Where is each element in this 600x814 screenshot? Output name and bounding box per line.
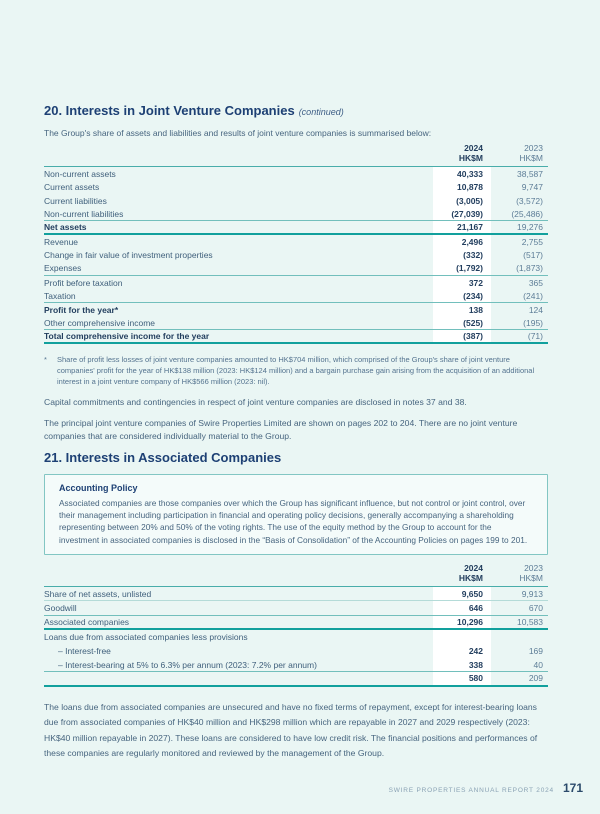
principal-jv-paragraph: The principal joint venture companies of Swire Properties Limited are shown on pages 202 to 204. There are no joint venture companies that are considered individually material to the Group.	[44, 417, 518, 441]
table-row	[44, 644, 548, 658]
section-20-heading	[44, 103, 550, 120]
value-2023: (517)	[523, 250, 543, 261]
value-2023: (241)	[523, 290, 543, 301]
loans-paragraph: The loans due from associated companies are unsecured and have no fixed terms of repayment, except for interest-bearing loans due from associated companies of HK$40 million and HK$298 million which are repayable in 2027 and 2029 respectively (2023: HK$40 million repayable in 2027). These loans are considered to have low credit risk. The financial positions and performances of these companies are regularly monitored and reviewed by the management of the Group.	[44, 701, 538, 759]
footnote	[44, 354, 544, 388]
footnote-marker: *	[44, 354, 47, 364]
value-2023: 9,913	[521, 588, 543, 599]
table-row	[44, 235, 548, 249]
table-row	[44, 317, 548, 331]
value-2023: 10,583	[517, 616, 543, 627]
footnote-text: Share of profit less losses of joint venture companies amounted to HK$704 million, which comprised of the Group's share of joint venture companies' profit for the year of HK$138 million (2023: HK$124 million) and a bargain purchase gain arising from the acquisition of an additional interest in a joint venture company of HK$566 million (2023: nil).	[57, 354, 535, 387]
row-label: Share of net assets, unlisted	[44, 588, 152, 599]
value-2023: 38,587	[517, 168, 543, 179]
value-2024: (387)	[433, 330, 491, 342]
value-2024: (234)	[433, 289, 491, 302]
table-row	[44, 167, 548, 181]
value-2024: 10,296	[433, 616, 491, 628]
row-label: Goodwill	[44, 603, 77, 614]
value-2024: (525)	[433, 317, 491, 330]
table-row	[44, 208, 548, 222]
joint-venture-table	[44, 143, 548, 344]
row-label: – Interest-bearing at 5% to 6.3% per annum (2023: 7.2% per annum)	[58, 659, 317, 670]
value-2023: 9,747	[521, 182, 543, 193]
row-label: Current assets	[44, 182, 100, 193]
column-header-2024: 2024 HK$M	[458, 143, 483, 163]
table-row-total-comprehensive-income	[44, 330, 548, 344]
table-header-row	[44, 143, 548, 167]
value-2024: 372	[433, 276, 491, 290]
page-number: 171	[562, 781, 583, 795]
value-2024: 40,333	[433, 167, 491, 181]
section-21-heading: 21. Interests in Associated Companies	[44, 449, 282, 465]
table-row-loans-total	[44, 672, 548, 686]
table-row-associated-companies	[44, 616, 548, 630]
value-2024: (27,039)	[433, 208, 491, 221]
value-2023: (25,486)	[511, 209, 543, 220]
row-label: Total comprehensive income for the year	[44, 330, 210, 341]
value-2023: (195)	[523, 317, 543, 328]
column-header-2023: 2023 HK$M	[519, 563, 543, 584]
value-2024: 21,167	[433, 221, 491, 233]
row-label: – Interest-free	[58, 646, 111, 657]
page-content	[44, 0, 550, 762]
value-2023: 365	[528, 277, 543, 288]
value-2024: 646	[433, 601, 491, 614]
table-row	[44, 276, 548, 290]
row-label: Taxation	[44, 290, 76, 301]
section-20-intro: The Group's share of assets and liabilities and results of joint venture companies is summarised below:	[44, 128, 432, 138]
table-row	[44, 601, 548, 615]
table-row	[44, 630, 548, 644]
row-label: Change in fair value of investment properties	[44, 250, 213, 261]
row-label: Loans due from associated companies less provisions	[44, 631, 248, 642]
row-label: Profit for the year*	[44, 304, 119, 315]
table-row	[44, 262, 548, 276]
table-row-profit-for-year	[44, 303, 548, 317]
page-footer	[389, 781, 583, 795]
continued-label: (continued)	[298, 107, 344, 117]
value-2024: (1,792)	[433, 262, 491, 275]
row-label: Other comprehensive income	[44, 317, 156, 328]
value-2023: (71)	[527, 330, 543, 341]
row-label: Profit before taxation	[44, 277, 123, 288]
value-2024: 580	[433, 672, 491, 684]
value-2024: 2,496	[433, 235, 491, 249]
row-label: Associated companies	[44, 616, 130, 627]
accounting-policy-body: Associated companies are those companies over which the Group has significant influence, but not control or joint control, over their management including participation in financial and operating policy decisions, generally accompanying a shareholding representing between 20% and 50% of the voting rights. The use of the equity method by the Group to account for the investment in associated companies is disclosed in the “Basis of Consolidation” of the Accounting Policies on pages 199 to 201.	[59, 497, 528, 545]
value-2024: 338	[433, 658, 491, 671]
value-2024: 242	[433, 644, 491, 658]
row-label: Non-current liabilities	[44, 209, 124, 220]
row-label: Revenue	[44, 236, 79, 247]
table-row	[44, 249, 548, 263]
table-row	[44, 658, 548, 672]
value-2024: (332)	[433, 249, 491, 263]
value-2023: 19,276	[517, 222, 543, 233]
value-2023: 209	[528, 673, 543, 684]
value-2023	[491, 630, 548, 644]
value-2023: 2,755	[521, 236, 543, 247]
accounting-policy-box	[44, 474, 548, 556]
capital-commitments-paragraph: Capital commitments and contingencies in respect of joint venture companies are disclosed in notes 37 and 38.	[44, 396, 467, 407]
value-2023: (1,873)	[516, 263, 543, 274]
table-row	[44, 587, 548, 601]
value-2024	[433, 630, 491, 644]
row-label: Current liabilities	[44, 195, 107, 206]
value-2024: 10,878	[433, 181, 491, 195]
value-2024: 138	[433, 303, 491, 317]
section-20-title: 20. Interests in Joint Venture Companies	[44, 103, 295, 118]
value-2024: (3,005)	[433, 194, 491, 208]
value-2023: (3,572)	[516, 195, 543, 206]
table-row-net-assets	[44, 221, 548, 235]
report-name: SWIRE PROPERTIES ANNUAL REPORT 2024	[388, 787, 554, 794]
table-row	[44, 181, 548, 195]
table-header-row	[44, 563, 548, 587]
column-header-2024: 2024 HK$M	[458, 563, 483, 584]
value-2023: 124	[528, 304, 543, 315]
table-row	[44, 289, 548, 303]
row-label: Net assets	[44, 222, 87, 233]
row-label: Expenses	[44, 263, 82, 274]
associated-companies-table	[44, 563, 548, 686]
table-row	[44, 194, 548, 208]
value-2023: 670	[528, 603, 543, 614]
value-2023: 169	[528, 646, 543, 657]
value-2024: 9,650	[433, 587, 491, 600]
column-header-2023: 2023 HK$M	[519, 143, 543, 163]
accounting-policy-title: Accounting Policy	[59, 482, 138, 493]
value-2023: 40	[533, 659, 543, 670]
row-label: Non-current assets	[44, 168, 116, 179]
